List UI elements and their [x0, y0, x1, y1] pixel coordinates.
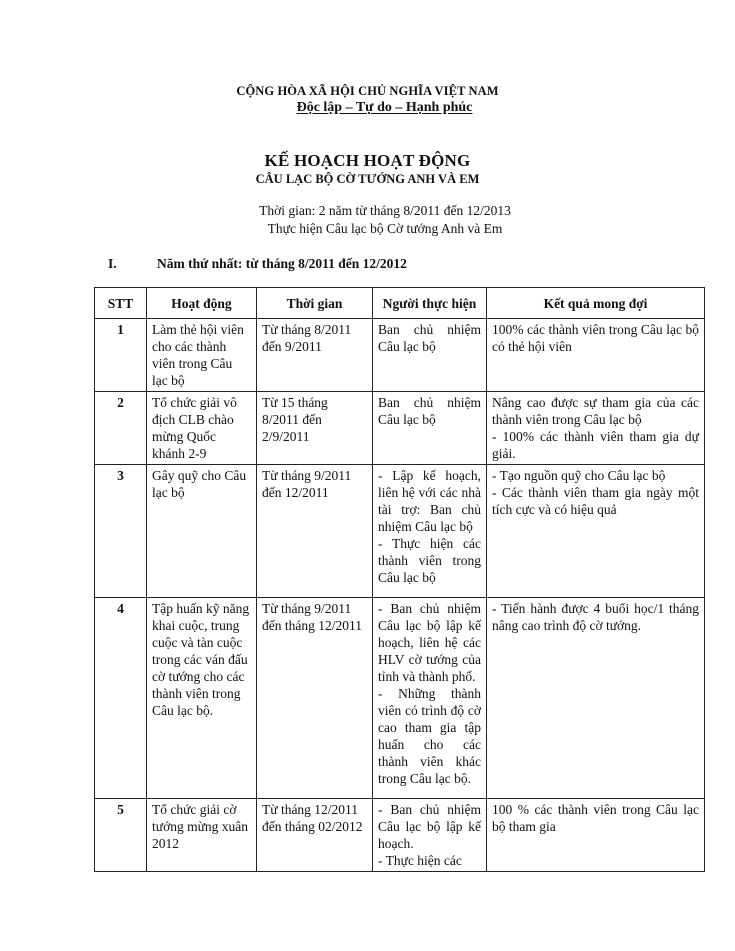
person-line: - Những thành viên có trình độ cờ cao tham gia tập huấn cho các thành viên khác trong Câu lạc bộ. [378, 686, 481, 786]
person-line: - Thực hiện các thành viên trong Câu lạc bộ [378, 536, 481, 585]
person-line: - Ban chủ nhiệm Câu lạc bộ lập kế hoạch, liên hệ các HLV cờ tướng của tỉnh và thành phố. [378, 601, 481, 684]
result-line: Nâng cao được sự tham gia của các thành viên trong Câu lạc bộ [492, 395, 699, 427]
header-result: Kết quả mong đợi [487, 288, 705, 319]
document-subtitle: CÂU LẠC BỘ CỜ TƯỚNG ANH VÀ EM [255, 172, 480, 186]
row-stt: 5 [95, 799, 147, 872]
row-activity: Tập huấn kỹ năng khai cuộc, trung cuộc và tàn cuộc trong các ván đấu cờ tướng cho các thành viên trong Câu lạc bộ. [147, 598, 257, 799]
row-person [373, 598, 487, 799]
row-person [373, 392, 487, 465]
table-row [95, 392, 705, 465]
header-person: Người thực hiện [373, 288, 487, 319]
row-stt: 1 [95, 319, 147, 392]
row-activity: Tổ chức giải vô địch CLB chào mừng Quốc khánh 2-9 [147, 392, 257, 465]
row-time: Từ 15 tháng 8/2011 đến 2/9/2011 [257, 392, 373, 465]
result-line: - Các thành viên tham gia ngày một tích cực và có hiệu quả [492, 485, 699, 517]
section-title: Năm thứ nhất: từ tháng 8/2011 đến 12/2012 [157, 256, 407, 271]
row-stt: 4 [95, 598, 147, 799]
row-person [373, 319, 487, 392]
result-line: - Tạo nguồn quỹ cho Câu lạc bộ [492, 468, 666, 483]
header-activity: Hoạt động [147, 288, 257, 319]
row-activity: Gây quỹ cho Câu lạc bộ [147, 465, 257, 598]
row-person [373, 465, 487, 598]
document-title: KẾ HOẠCH HOẠT ĐỘNG [264, 151, 471, 170]
header-time: Thời gian [257, 288, 373, 319]
row-result [487, 465, 705, 598]
table-row [95, 465, 705, 598]
result-line: 100% các thành viên trong Câu lạc bộ có thẻ hội viên [492, 322, 699, 354]
section-number: I. [108, 256, 117, 271]
table-header-row [95, 288, 705, 319]
table-row [95, 319, 705, 392]
activity-plan-table [94, 287, 705, 872]
row-person [373, 799, 487, 872]
person-line: Ban chủ nhiệm Câu lạc bộ [378, 322, 481, 354]
table-row [95, 799, 705, 872]
row-result [487, 799, 705, 872]
row-result [487, 598, 705, 799]
row-activity: Tổ chức giải cờ tướng mừng xuân 2012 [147, 799, 257, 872]
row-time: Từ tháng 9/2011 đến tháng 12/2011 [257, 598, 373, 799]
person-line: - Thực hiện các [378, 853, 462, 868]
person-line: Ban chủ nhiệm Câu lạc bộ [378, 395, 481, 427]
country-name: CỘNG HÒA XÃ HỘI CHỦ NGHĨA VIỆT NAM [236, 84, 499, 98]
result-line: - Tiến hành được 4 buổi học/1 tháng nâng cao trình độ cờ tướng. [492, 601, 699, 633]
result-line: - 100% các thành viên tham gia dự giải. [492, 429, 699, 461]
header-stt: STT [95, 288, 147, 319]
plan-duration: Thời gian: 2 năm từ tháng 8/2011 đến 12/2013 [259, 203, 511, 218]
table-row [95, 598, 705, 799]
row-time: Từ tháng 9/2011 đến 12/2011 [257, 465, 373, 598]
row-time: Từ tháng 12/2011 đến tháng 02/2012 [257, 799, 373, 872]
national-motto: Độc lập – Tự do – Hạnh phúc [296, 100, 473, 115]
person-line: - Lập kế hoạch, liên hệ với các nhà tài trợ: Ban chủ nhiệm Câu lạc bộ [378, 468, 481, 534]
row-result [487, 392, 705, 465]
result-line: 100 % các thành viên trong Câu lạc bộ tham gia [492, 802, 699, 834]
row-result [487, 319, 705, 392]
row-stt: 2 [95, 392, 147, 465]
row-activity: Làm thẻ hội viên cho các thành viên trong Câu lạc bộ [147, 319, 257, 392]
row-time: Từ tháng 8/2011 đến 9/2011 [257, 319, 373, 392]
person-line: - Ban chủ nhiệm Câu lạc bộ lập kế hoạch. [378, 802, 481, 851]
row-stt: 3 [95, 465, 147, 598]
plan-implementer: Thực hiện Câu lạc bộ Cờ tướng Anh và Em [267, 221, 503, 236]
